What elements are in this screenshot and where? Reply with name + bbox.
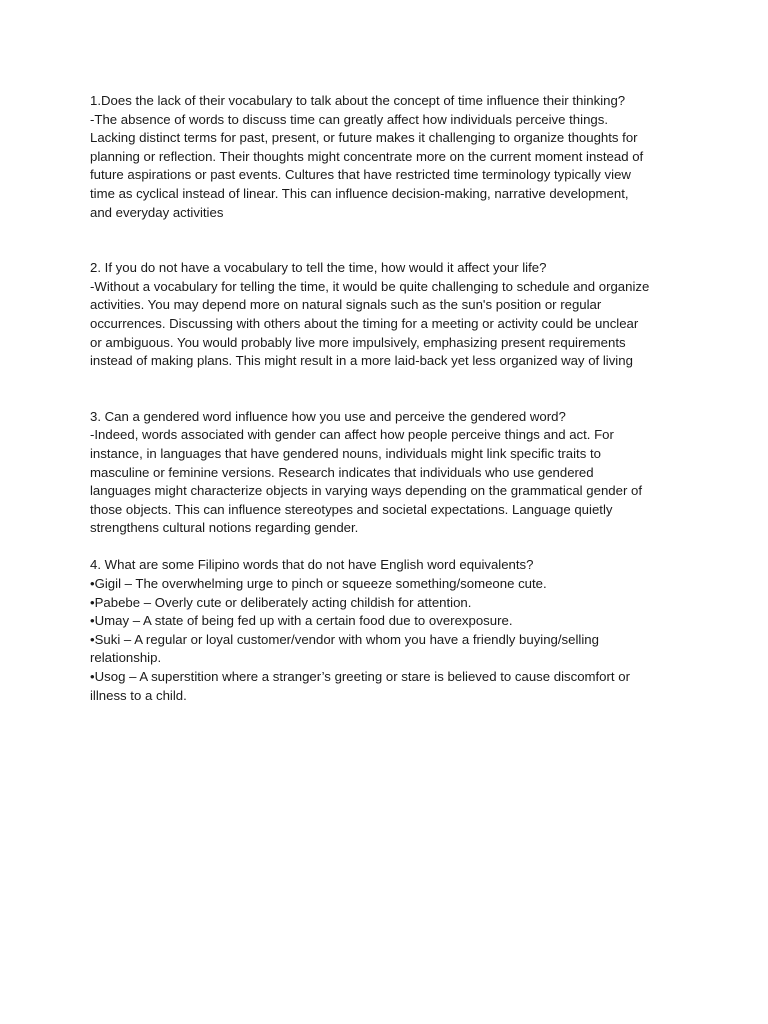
bullet-suki: •Suki – A regular or loyal customer/vendor with whom you have a friendly buying/selling (90, 631, 599, 647)
answer-3-line-1: -Indeed, words associated with gender can affect how people perceive things and act. For (90, 427, 614, 443)
answer-1-line-6: and everyday activities (90, 204, 224, 220)
bullet-pabebe: •Pabebe – Overly cute or deliberately acting childish for attention. (90, 594, 472, 610)
answer-3-line-3: masculine or feminine versions. Research indicates that individuals who use gendered (90, 464, 594, 480)
question-2: 2. If you do not have a vocabulary to tell the time, how would it affect your life? (90, 260, 547, 276)
answer-2-line-1: -Without a vocabulary for telling the time, it would be quite challenging to schedule and organize (90, 278, 650, 294)
section-spacer (90, 371, 690, 408)
answer-1-line-4: future aspirations or past events. Cultures that have restricted time terminology typically view (90, 167, 631, 183)
section-spacer (90, 222, 690, 259)
bullet-umay: •Umay – A state of being fed up with a certain food due to overexposure. (90, 613, 513, 629)
answer-3-line-5: those objects. This can influence stereotypes and societal expectations. Language quietly (90, 501, 613, 517)
answer-3-line-4: languages might characterize objects in varying ways depending on the grammatical gender of (90, 483, 642, 499)
question-4: 4. What are some Filipino words that do not have English word equivalents? (90, 557, 534, 573)
answer-1-line-1: -The absence of words to discuss time can greatly affect how individuals perceive things. (90, 111, 608, 127)
answer-2-line-3: occurrences. Discussing with others about the timing for a meeting or activity could be unclear (90, 315, 639, 331)
document-page (90, 92, 690, 705)
bullet-usog-continued: illness to a child. (90, 687, 187, 703)
answer-1-line-5: time as cyclical instead of linear. This can influence decision-making, narrative development, (90, 185, 629, 201)
qa-section-2 (90, 259, 690, 371)
answer-3-line-2: instance, in languages that have gendered nouns, individuals might link specific traits to (90, 445, 601, 461)
question-1: 1.Does the lack of their vocabulary to talk about the concept of time influence their thinking? (90, 93, 626, 108)
qa-section-1 (90, 92, 690, 222)
answer-2-line-4: or ambiguous. You would probably live more impulsively, emphasizing present requirements (90, 334, 626, 350)
section-spacer (90, 538, 690, 557)
bullet-gigil: •Gigil – The overwhelming urge to pinch or squeeze something/someone cute. (90, 576, 547, 592)
question-3: 3. Can a gendered word influence how you use and perceive the gendered word? (90, 408, 566, 424)
answer-2-line-5: instead of making plans. This might result in a more laid-back yet less organized way of living (90, 353, 633, 369)
answer-2-line-2: activities. You may depend more on natural signals such as the sun's position or regular (90, 297, 602, 313)
answer-1-line-3: planning or reflection. Their thoughts might concentrate more on the current moment instead of (90, 148, 644, 164)
bullet-suki-continued: relationship. (90, 650, 162, 666)
qa-section-3 (90, 408, 690, 538)
answer-3-line-6: strengthens cultural notions regarding gender. (90, 520, 359, 536)
qa-section-4 (90, 556, 690, 705)
bullet-usog: •Usog – A superstition where a stranger’s greeting or stare is believed to cause discomfort or (90, 669, 630, 685)
answer-1-line-2: Lacking distinct terms for past, present, or future makes it challenging to organize thoughts for (90, 130, 638, 146)
